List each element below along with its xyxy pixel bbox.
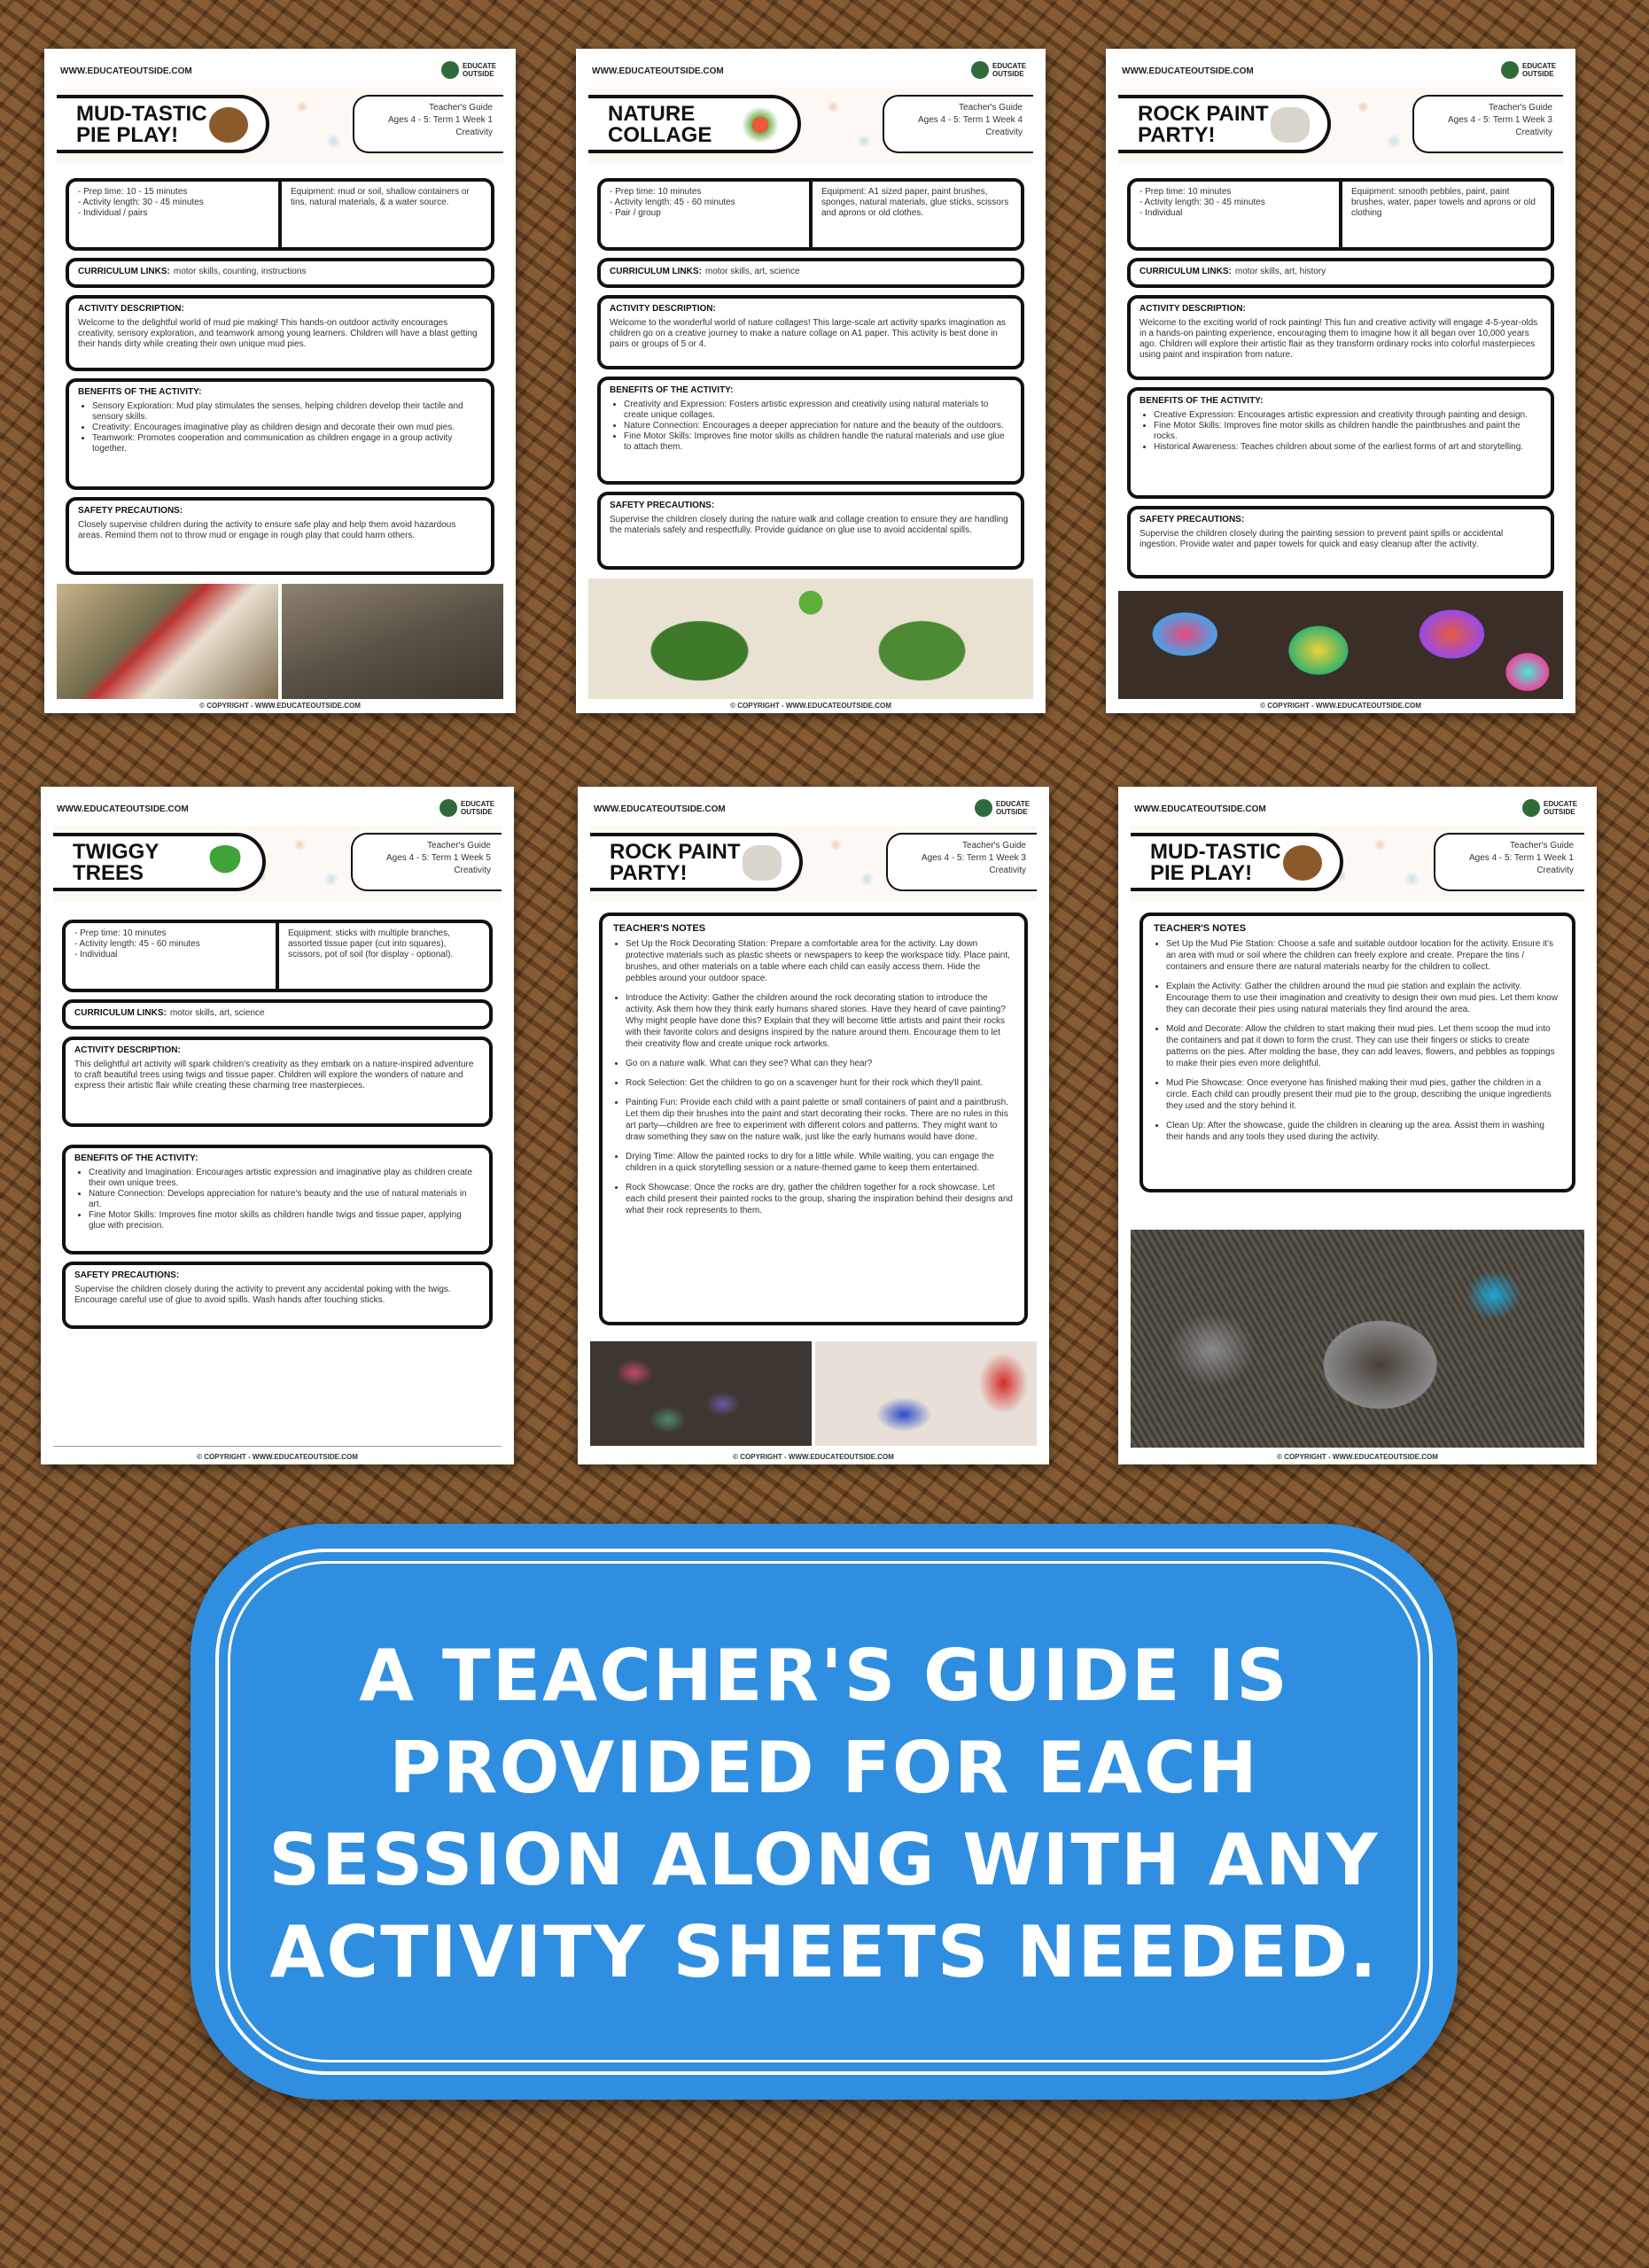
title-pill <box>53 833 266 891</box>
guide-info: Teacher's Guide Ages 4 - 5: Term 1 Week 3 Creativity <box>886 833 1037 891</box>
tree-logo-icon <box>971 61 989 79</box>
site-url: WWW.EDUCATEOUTSIDE.COM <box>592 66 724 76</box>
title-pill <box>1131 833 1343 891</box>
notes-page-mud-pie <box>1118 787 1597 1464</box>
photo-mud-bucket-boots <box>1131 1230 1584 1448</box>
safety-box: SAFETY PRECAUTIONS: Supervise the children closely during the nature walk and collage creation to ensure they are handling the materials safely and respectfully. Provide guidance on glue use to avoid accidental spills. <box>597 492 1024 570</box>
copyright: © COPYRIGHT - WWW.EDUCATEOUTSIDE.COM <box>197 1453 358 1461</box>
guide-page-mud-pie <box>44 49 516 713</box>
footer-rule <box>53 1446 502 1447</box>
activity-photos <box>590 1341 1037 1446</box>
title-banner <box>57 88 503 164</box>
prep-box: - Prep time: 10 minutes - Activity length: 30 - 45 minutes - Individual Equipment: smooth pebbles, paint, paint brushes, water, paper towels and aprons or old clothing <box>1127 178 1554 251</box>
brand-logo: EDUCATE OUTSIDE <box>1501 61 1561 79</box>
guide-page-rock-paint <box>1106 49 1575 713</box>
notes-page-rock-paint <box>578 787 1049 1464</box>
rock-icon <box>1271 107 1310 143</box>
guide-info: Teacher's Guide Ages 4 - 5: Term 1 Week 4 Creativity <box>883 95 1033 153</box>
guide-info: Teacher's Guide Ages 4 - 5: Term 1 Week 1 Creativity <box>353 95 503 153</box>
site-url: WWW.EDUCATEOUTSIDE.COM <box>57 804 189 814</box>
rock-icon <box>743 845 782 881</box>
copyright: © COPYRIGHT - WWW.EDUCATEOUTSIDE.COM <box>733 1453 894 1461</box>
guide-info: Teacher's Guide Ages 4 - 5: Term 1 Week 3 Creativity <box>1412 95 1563 153</box>
title-banner <box>1118 88 1563 164</box>
description-box: ACTIVITY DESCRIPTION: This delightful art activity will spark children's creativity as they embark on a nature-inspired adventure to craft beautiful trees using twigs and tissue paper. Children will explore the wonders of nature and express their artistic flair while creating these charming tree masterpieces. <box>62 1037 493 1127</box>
brand-logo: EDUCATE OUTSIDE <box>975 799 1035 817</box>
copyright: © COPYRIGHT - WWW.EDUCATEOUTSIDE.COM <box>199 702 361 710</box>
photo-child-painting <box>815 1341 1037 1446</box>
photo-leaf-collage <box>588 579 1033 699</box>
prep-box: - Prep time: 10 minutes - Activity length: 45 - 60 minutes - Individual Equipment: sticks with multiple branches, assorted tissue paper (cut into squares), scissors, pot of soil (for display - optional). <box>62 920 493 992</box>
benefits-box: BENEFITS OF THE ACTIVITY: • Creativity and Imagination: Encourages artistic expression and imaginative play as children create their own unique trees. • Nature Connection: Develops appreciation for nature's beauty and the use of natural materials in art. • Fine Motor Skills: Improves fine motor skills as children handle twigs and tissue paper, applying glue with precision. <box>62 1145 493 1254</box>
site-url: WWW.EDUCATEOUTSIDE.COM <box>1134 804 1266 814</box>
guide-page-twiggy-trees <box>41 787 514 1464</box>
guide-page-nature-collage <box>576 49 1046 713</box>
photo-children-mud <box>57 584 278 699</box>
site-url: WWW.EDUCATEOUTSIDE.COM <box>594 804 726 814</box>
page-title: MUD-TASTIC PIE PLAY! <box>76 102 207 147</box>
copyright: © COPYRIGHT - WWW.EDUCATEOUTSIDE.COM <box>730 702 891 710</box>
tree-logo-icon <box>975 799 992 817</box>
curriculum-box: CURRICULUM LINKS: motor skills, art, history <box>1127 258 1554 288</box>
title-pill <box>588 95 801 153</box>
tree-logo-icon <box>439 799 457 817</box>
callout-text: A TEACHER'S GUIDE IS PROVIDED FOR EACH SESSION ALONG WITH ANY ACTIVITY SHEETS NEEDED. <box>268 1635 1380 1993</box>
site-url: WWW.EDUCATEOUTSIDE.COM <box>1122 66 1254 76</box>
photo-painted-stones <box>590 1341 812 1446</box>
benefits-box: BENEFITS OF THE ACTIVITY: • Sensory Exploration: Mud play stimulates the senses, helping children develop their tactile and sensory skills. • Creativity: Encourages imaginative play as children design and decorate their own mud pies. • Teamwork: Promotes cooperation and communication as children engage in a group activity together. <box>66 378 494 490</box>
title-banner <box>588 88 1033 164</box>
description-box: ACTIVITY DESCRIPTION: Welcome to the exciting world of rock painting! This fun and creative activity will engage 4-5-year-olds in a hands-on painting experience, encouraging them to imagine how it all began over 10,000 years ago. Children will explore their artistic flair as they transform ordinary rocks into colorful masterpieces using paint and inspiration from nature. <box>1127 295 1554 380</box>
title-banner <box>590 826 1037 902</box>
teacher-notes: TEACHER'S NOTES • Set Up the Rock Decorating Station: Prepare a comfortable area for the activity. Lay down protective materials such as plastic sheets or newspapers to keep the workspace tidy. Place paint, brushes, and other materials on a table where each child can easily access them. Hide the pebbles around your outdoor space. • Introduce the Activity: Gather the children around the rock decorating station to introduce the activity. Ask them how they think early humans shared stories. Have they heard of cave painting? Why might people have done this? Explain that they will become little artists and paint their rocks with their favorite colors and designs inspired by the nature around them. Encourage them to let their creativity flow and create unique rock artworks. • Go on a nature walk. What can they see? What can they hear? • Rock Selection: Get the children to go on a scavenger hunt for their rock which they'll paint. • Painting Fun: Provide each child with a paint palette or small containers of paint and a paintbrush. Let them dip their brushes into the paint and start decorating their rocks. There are no rules in this art party—children are free to experiment with different colors and patterns. They might want to draw something they saw on the nature walk, just like the early humans would have done. • Drying Time: Allow the painted rocks to dry for a little while. While waiting, you can engage the children in a quick storytelling session or a nature-themed game to keep them entertained. • Rock Showcase: Once the rocks are dry, gather the children together for a rock showcase. Let each child present their painted rocks to the group, sharing the inspiration behind their designs and what their rock represents to them. <box>599 913 1028 1325</box>
page-title: NATURE COLLAGE <box>608 102 712 147</box>
title-banner <box>1131 826 1584 902</box>
prep-box: - Prep time: 10 minutes - Activity length: 45 - 60 minutes - Pair / group Equipment: A1 sized paper, paint brushes, sponges, natural materials, glue sticks, scissors and aprons or old clothes. <box>597 178 1024 251</box>
title-pill <box>590 833 803 891</box>
title-banner <box>53 826 502 902</box>
activity-photos <box>1131 1230 1584 1448</box>
curriculum-box: CURRICULUM LINKS: motor skills, art, science <box>597 258 1024 288</box>
brand-logo: EDUCATE OUTSIDE <box>971 61 1031 79</box>
curriculum-box: CURRICULUM LINKS: motor skills, counting, instructions <box>66 258 494 288</box>
guide-info: Teacher's Guide Ages 4 - 5: Term 1 Week 1 Creativity <box>1434 833 1584 891</box>
teacher-notes: TEACHER'S NOTES • Set Up the Mud Pie Station: Choose a safe and suitable outdoor location for the activity. Ensure it's an area with mud or soil where the children can freely explore and create. Prepare the tins / containers and ensure there are natural materials nearby for the children to collect. • Explain the Activity: Gather the children around the mud pie station and explain the activity. Encourage them to use their imagination and creativity to design their own mud pies. Let them know they can decorate their pies using natural materials they find around the area. • Mold and Decorate: Allow the children to start making their mud pies. Let them scoop the mud into the containers and pat it down to form the crust. They can use their fingers or sticks to create patterns on the pies. After molding the base, they can add leaves, flowers, and pebbles as toppings to make their pies even more delightful. • Mud Pie Showcase: Once everyone has finished making their mud pies, gather the children in a circle. Each child can proudly present their mud pie to the group, describing the unique ingredients they used and the story behind it. • Clean Up: After the showcase, guide the children in cleaning up the area. Assist them in washing their hands and any tools they used during the activity. <box>1140 913 1575 1192</box>
description-box: ACTIVITY DESCRIPTION: Welcome to the delightful world of mud pie making! This hands-on outdoor activity encourages creativity, sensory exploration, and teamwork among young learners. Children will have a blast getting their hands dirty while creating their own unique mud pies. <box>66 295 494 371</box>
copyright: © COPYRIGHT - WWW.EDUCATEOUTSIDE.COM <box>1277 1453 1438 1461</box>
safety-box: SAFETY PRECAUTIONS: Supervise the children closely during the painting session to prevent paint spills or accidental ingestion. Provide water and paper towels for quick and easy cleanup after the activity. <box>1127 506 1554 579</box>
photo-mud-pies <box>282 584 503 699</box>
copyright: © COPYRIGHT - WWW.EDUCATEOUTSIDE.COM <box>1260 702 1421 710</box>
info-callout <box>191 1524 1458 2100</box>
page-title: MUD-TASTIC PIE PLAY! <box>1150 840 1281 885</box>
page-title: TWIGGY TREES <box>73 840 159 885</box>
curriculum-box: CURRICULUM LINKS: motor skills, art, science <box>62 999 493 1029</box>
safety-box: SAFETY PRECAUTIONS: Supervise the children closely during the activity to prevent any accidental poking with the twigs. Encourage careful use of glue to avoid spills. Wash hands after touching sticks. <box>62 1262 493 1329</box>
safety-box: SAFETY PRECAUTIONS: Closely supervise children during the activity to ensure safe play and help them avoid hazardous areas. Remind them not to throw mud or engage in rough play that could harm others. <box>66 497 494 575</box>
tree-logo-icon <box>1522 799 1540 817</box>
activity-photos <box>1118 591 1563 699</box>
page-title: ROCK PAINT PARTY! <box>610 840 741 885</box>
brand-logo: EDUCATE OUTSIDE <box>1522 799 1583 817</box>
description-box: ACTIVITY DESCRIPTION: Welcome to the wonderful world of nature collages! This large-scale art activity sparks imagination as children go on a creative journey to make a nature collage on A1 paper. This activity is best done in pairs or groups of 5 or 4. <box>597 295 1024 369</box>
benefits-box: BENEFITS OF THE ACTIVITY: • Creative Expression: Encourages artistic expression and creativity through painting and design. • Fine Motor Skills: Improves fine motor skills as children handle the paintbrushes and paint the rocks. • Historical Awareness: Teaches children about some of the earliest forms of art and storytelling. <box>1127 387 1554 499</box>
title-pill <box>1118 95 1331 153</box>
prep-box: - Prep time: 10 - 15 minutes - Activity length: 30 - 45 minutes - Individual / pairs Equipment: mud or soil, shallow containers or tins, natural materials, & a water source. <box>66 178 494 251</box>
photo-painted-rocks <box>1118 591 1563 699</box>
page-title: ROCK PAINT PARTY! <box>1138 102 1269 147</box>
guide-info: Teacher's Guide Ages 4 - 5: Term 1 Week 5 Creativity <box>351 833 502 891</box>
brand-logo: EDUCATE OUTSIDE <box>441 61 502 79</box>
tree-logo-icon <box>441 61 459 79</box>
activity-photos <box>57 584 503 699</box>
spoon-icon <box>209 107 248 143</box>
activity-photos <box>588 579 1033 699</box>
tree-icon <box>206 845 245 881</box>
tree-logo-icon <box>1501 61 1519 79</box>
brand-logo: EDUCATE OUTSIDE <box>439 799 500 817</box>
flower-icon <box>741 107 780 143</box>
title-pill <box>57 95 269 153</box>
spoon-icon <box>1283 845 1322 881</box>
site-url: WWW.EDUCATEOUTSIDE.COM <box>60 66 192 76</box>
benefits-box: BENEFITS OF THE ACTIVITY: • Creativity and Expression: Fosters artistic expression and creativity using natural materials to create unique collages. • Nature Connection: Encourages a deeper appreciation for nature and the beauty of the outdoors. • Fine Motor Skills: Improves fine motor skills as children handle the natural materials and use glue to attach them. <box>597 377 1024 485</box>
